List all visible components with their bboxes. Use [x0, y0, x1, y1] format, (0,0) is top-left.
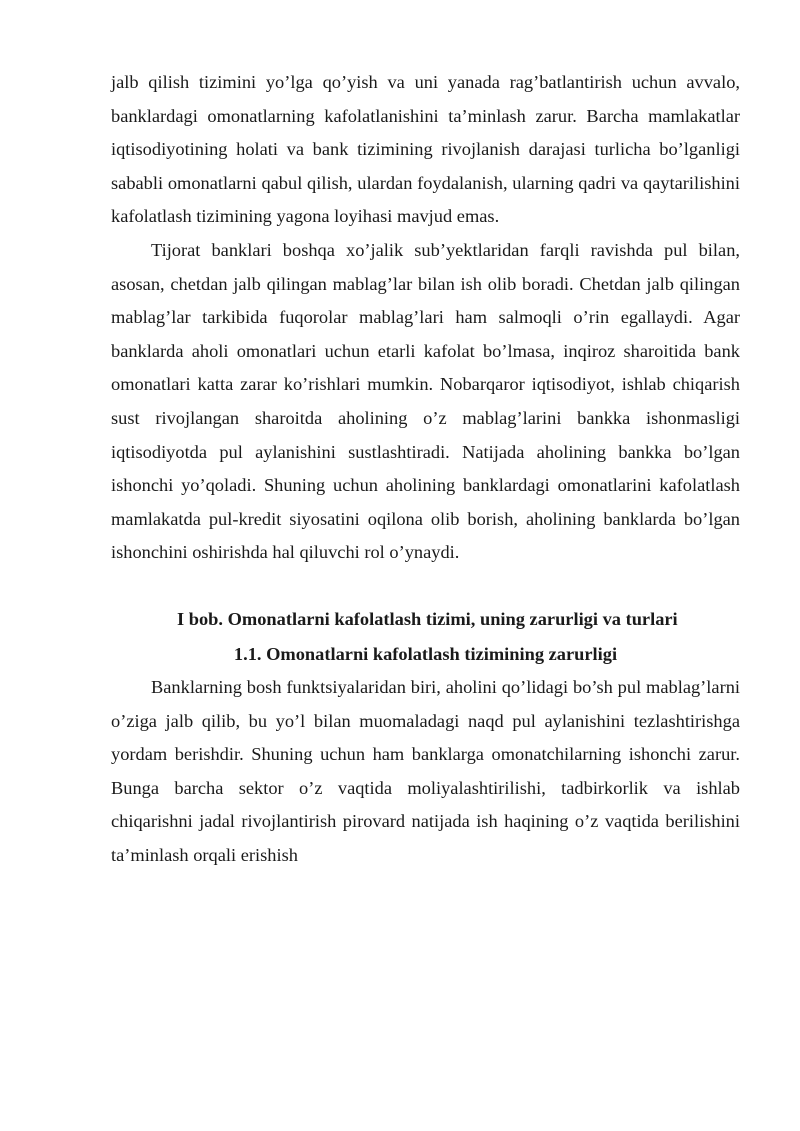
paragraph-continuation: jalb qilish tizimini yo’lga qo’yish va uni yanada rag’batlantirish uchun avvalo, banklardagi omonatlarning kafolatlanishini ta’minlash zarur. Barcha mamlakatlar iqtisodiyotining holati va bank tizimining rivojlanish darajasi turlicha bo’lganligi sababli omonatlarni qabul qilish, ulardan foydalanish, ularning qadri va qaytarilishini kafolatlash tizimining yagona loyihasi mavjud emas.	[111, 72, 740, 227]
section-heading: 1.1. Omonatlarni kafolatlash tizimining zarurligi	[233, 643, 618, 664]
page-content	[111, 66, 740, 873]
paragraph-commercial-banks: Tijorat banklari boshqa xo’jalik sub’yektlaridan farqli ravishda pul bilan, asosan, chetdan jalb qilingan mablag’lar bilan ish olib boradi. Chetdan jalb qilingan mablag’lar tarkibida fuqorolar mablag’lari ham salmoqli o’rin egallaydi. Agar banklarda aholi omonatlari uchun etarli kafolat bo’lmasa, inqiroz sharoitida bank omonatlari katta zarar ko’rishlari mumkin. Nobarqaror iqtisodiyot, ishlab chiqarish sust rivojlangan sharoitda aholining o’z mablag’larini bankka ishonmasligi iqtisodiyotda pul aylanishini sustlashtiradi. Natijada aholining bankka bo’lgan ishonchi yo’qoladi. Shuning uchun aholining banklardagi omonatlarini kafolatlash mamlakatda pul-kredit siyosatini oqilona olib borish, aholining banklarda bo’lgan ishonchini oshirishda hal qiluvchi rol o’ynaydi.	[111, 239, 740, 563]
chapter-heading: I bob. Omonatlarni kafolatlash tizimi, uning zarurligi va turlari	[177, 608, 678, 629]
paragraph-bank-functions: Banklarning bosh funktsiyalaridan biri, aholini qo’lidagi bo’sh pul mablag’larni o’ziga jalb qilib, bu yo’l bilan muomaladagi naqd pul aylanishini tezlashtirishga yordam berishdir. Shuning uchun ham banklarga omonatchilarning ishonchi zarur. Bunga barcha sektor o’z vaqtida moliyalashtirilishi, tadbirkorlik va ishlab chiqarishni jadal rivojlantirish pirovard natijada ish haqining o’z vaqtida berilishini ta’minlash orqali erishish	[111, 677, 740, 866]
